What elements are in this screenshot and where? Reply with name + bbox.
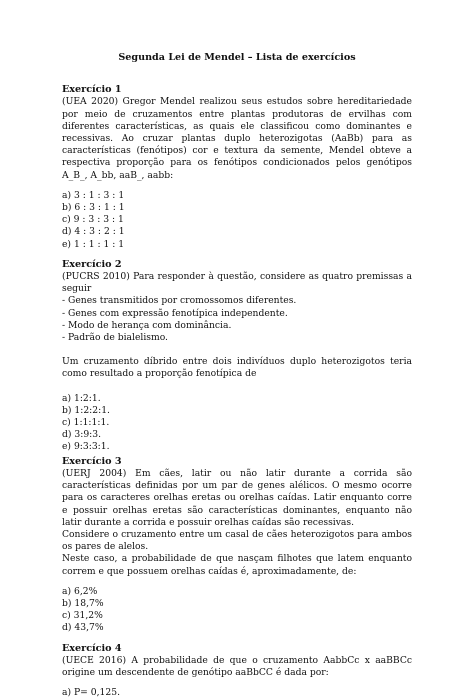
answer-option: d) 3:9:3. [62, 429, 102, 441]
answer-option: a) 1:2:1. [62, 392, 101, 404]
exercise-statement: (UERJ 2004) Em cães, latir ou não latir durante a corrida são características definidas por um par de genes alélicos. O mesmo ocorre para os caracteres orelhas eretas ou orelhas caídas. Latir enquanto corre e possuir orelhas eretas são características dominantes, enquanto não latir durante a corrida e possuir orelhas caídas são recessivas. [62, 467, 412, 528]
answer-option: a) 6,2% [62, 585, 98, 597]
premise-item: - Modo de herança com dominância. [62, 319, 232, 331]
exercise-heading: Exercício 2 [62, 258, 122, 270]
exercise-3 [62, 456, 412, 635]
answer-option: e) 1 : 1 : 1 : 1 [62, 238, 125, 250]
answer-option: b) 6 : 3 : 1 : 1 [62, 202, 125, 214]
answer-option: a) 3 : 1 : 3 : 1 [62, 189, 125, 201]
answer-option: d) 43,7% [62, 622, 104, 634]
premise-item: - Padrão de bialelismo. [62, 332, 168, 344]
premise-item: - Genes com expressão fenotípica independente. [62, 307, 288, 319]
exercise-statement: (UECE 2016) A probabilidade de que o cruzamento AabbCc x aaBBCc origine um descendente de genótipo aaBbCC é dada por: [62, 654, 412, 678]
exercise-4 [62, 643, 412, 699]
answer-option: e) 9:3:3:1. [62, 441, 110, 453]
exercise-question: Neste caso, a probabilidade de que nasçam filhotes que latem enquanto correm e que possuem orelhas caídas é, aproximadamente, de: [62, 553, 412, 577]
exercise-2 [62, 259, 412, 454]
answer-option: b) 1:2:2:1. [62, 404, 110, 416]
exercise-heading: Exercício 1 [62, 84, 122, 96]
document-title: Segunda Lei de Mendel – Lista de exercícios [118, 52, 356, 63]
exercise-statement: Considere o cruzamento entre um casal de cães heterozigotos para ambos os pares de alelos. [62, 528, 412, 553]
answer-options [62, 687, 412, 699]
answer-option: d) 4 : 3 : 2 : 1 [62, 226, 125, 238]
exercise-statement: (UEA 2020) Gregor Mendel realizou seus estudos sobre hereditariedade por meio de cruzamentos entre plantas produtoras de ervilhas com diferentes características, as quais ele classificou como dominantes e recessivas. Ao cruzar plantas duplo heterozigotas (AaBb) para as características (fenótipos) cor e textura da semente, Mendel obteve a respectiva proporção para os fenótipos condicionados pelos genótipos A_B_, A_bb, aaB_, aabb: [62, 96, 412, 181]
exercise-heading: Exercício 4 [62, 642, 122, 654]
answer-option: c) 1:1:1:1. [62, 417, 110, 429]
answer-option: b) 18,7% [62, 597, 104, 609]
exercise-heading: Exercício 3 [62, 455, 122, 467]
answer-options [62, 190, 412, 251]
exercise-statement: (PUCRS 2010) Para responder à questão, considere as quatro premissas a seguir [62, 271, 412, 295]
premise-item: - Genes transmitidos por cromossomos diferentes. [62, 295, 297, 307]
answer-options [62, 393, 412, 454]
answer-option: c) 9 : 3 : 3 : 1 [62, 214, 124, 226]
answer-option: c) 31,2% [62, 610, 103, 622]
exercise-question: Um cruzamento díbrido entre dois indivíduos duplo heterozigotos teria como resultado a proporção fenotípica de [62, 356, 412, 380]
answer-options [62, 586, 412, 635]
answer-option: a) P= 0,125. [62, 687, 121, 699]
exercise-1 [62, 84, 412, 251]
